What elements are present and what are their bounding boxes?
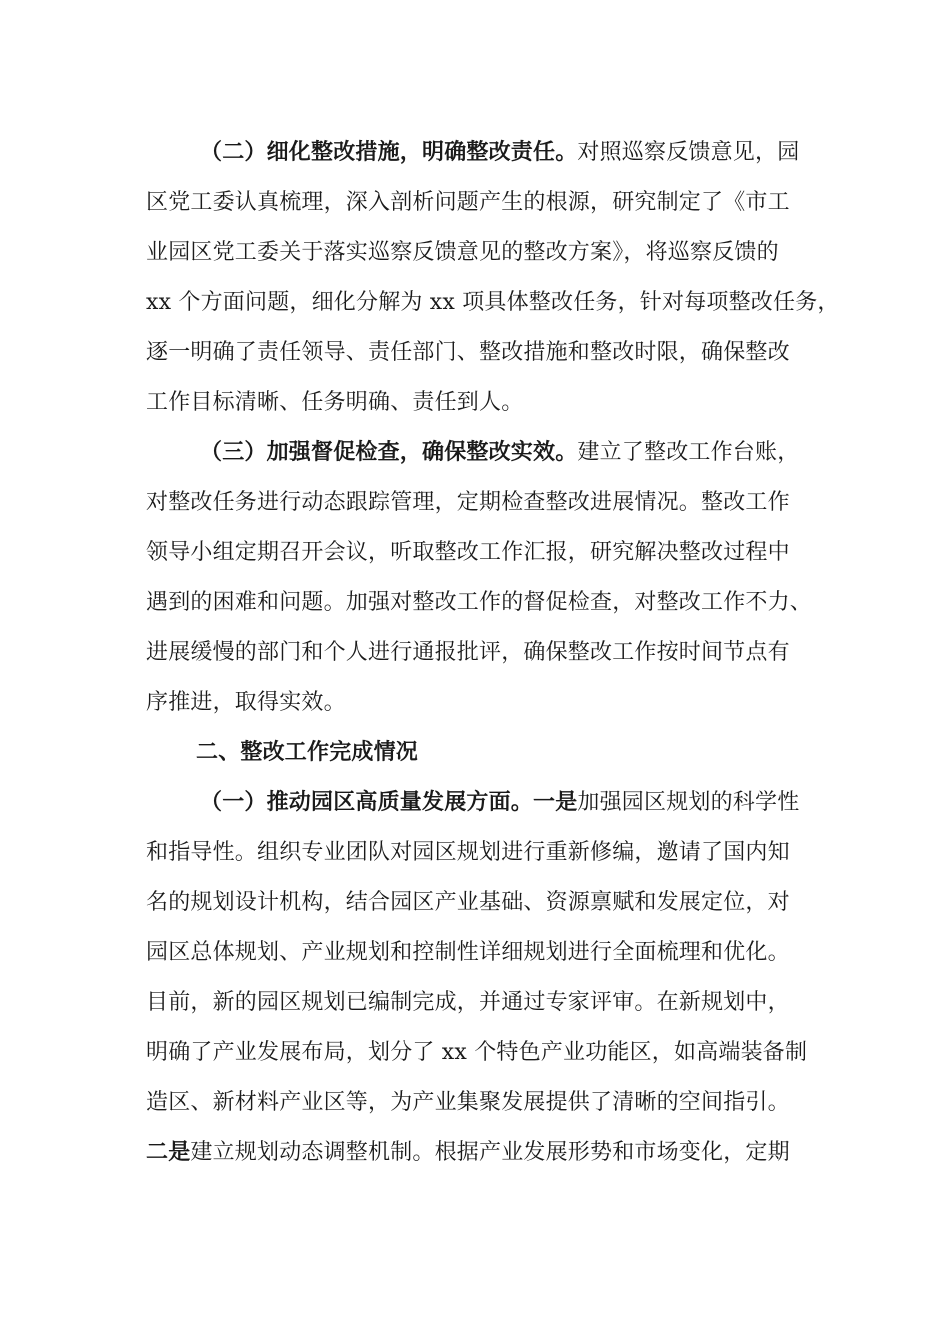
- line-text: 明确了产业发展布局，划分了 xx 个特色产业功能区，如高端装备制: [146, 1040, 808, 1065]
- paragraph-2-line-2: [146, 188, 790, 218]
- line-text: 进展缓慢的部门和个人进行通报批评，确保整改工作按时间节点有: [146, 640, 790, 665]
- paragraph-2-line-1: [200, 138, 799, 168]
- line-text: 对照巡察反馈意见，园: [577, 140, 800, 165]
- line-text: 逐一明确了责任领导、责任部门、整改措施和整改时限，确保整改: [146, 340, 790, 365]
- line-text: 对整改任务进行动态跟踪管理，定期检查整改进展情况。整改工作: [146, 490, 790, 515]
- line-text: 序推进，取得实效。: [146, 690, 346, 715]
- line-text: 园区总体规划、产业规划和控制性详细规划进行全面梳理和优化。: [146, 940, 790, 965]
- paragraph-3-line-3: [146, 538, 790, 568]
- line-text: 遇到的困难和问题。加强对整改工作的督促检查，对整改工作不力、: [146, 590, 813, 615]
- line-text: 领导小组定期召开会议，听取整改工作汇报，研究解决整改过程中: [146, 540, 790, 565]
- line-text: 加强园区规划的科学性: [577, 790, 800, 815]
- paragraph-3-line-1: [200, 438, 799, 468]
- paragraph-3-line-2: [146, 488, 790, 518]
- paragraph-2-line-3: [146, 238, 779, 268]
- paragraph-4-line-1: [200, 788, 799, 818]
- paragraph-4-line-5: [146, 988, 790, 1018]
- paragraph-4-line-8: [146, 1138, 790, 1168]
- paragraph-2-line-6: [146, 388, 523, 418]
- paragraph-4-line-7: [146, 1088, 790, 1118]
- paragraph-3-line-6: [146, 688, 346, 718]
- paragraph-2-line-5: [146, 338, 790, 368]
- line-text: 建立了整改工作台账，: [577, 440, 800, 465]
- line-text: 业园区党工委关于落实巡察反馈意见的整改方案》，将巡察反馈的: [146, 240, 779, 265]
- paragraph-4-line-3: [146, 888, 790, 918]
- paragraph-3-line-5: [146, 638, 790, 668]
- section-heading-3: （三）加强督促检查，确保整改实效。: [200, 440, 578, 465]
- chapter-heading: [196, 738, 418, 768]
- line-text: 和指导性。组织专业团队对园区规划进行重新修编，邀请了国内知: [146, 840, 790, 865]
- paragraph-4-line-6: [146, 1038, 807, 1068]
- chapter-title: 二、整改工作完成情况: [196, 740, 419, 765]
- section-heading-2: （二）细化整改措施，明确整改责任。: [200, 140, 578, 165]
- inline-bold-marker: 二是: [146, 1140, 191, 1165]
- section-heading-1: （一）推动园区高质量发展方面。一是: [200, 790, 578, 815]
- line-text: 名的规划设计机构，结合园区产业基础、资源禀赋和发展定位，对: [146, 890, 790, 915]
- paragraph-3-line-4: [146, 588, 812, 618]
- line-text: 建立规划动态调整机制。根据产业发展形势和市场变化，定期: [190, 1140, 790, 1165]
- line-text: 目前，新的园区规划已编制完成，并通过专家评审。在新规划中，: [146, 990, 790, 1015]
- line-text: xx 个方面问题，细化分解为 xx 项具体整改任务，针对每项整改任务，: [146, 290, 840, 315]
- paragraph-4-line-2: [146, 838, 790, 868]
- paragraph-2-line-4: [146, 288, 840, 318]
- line-text: 工作目标清晰、任务明确、责任到人。: [146, 390, 524, 415]
- line-text: 区党工委认真梳理，深入剖析问题产生的根源，研究制定了《市工: [146, 190, 790, 215]
- line-text: 造区、新材料产业区等，为产业集聚发展提供了清晰的空间指引。: [146, 1090, 790, 1115]
- paragraph-4-line-4: [146, 938, 790, 968]
